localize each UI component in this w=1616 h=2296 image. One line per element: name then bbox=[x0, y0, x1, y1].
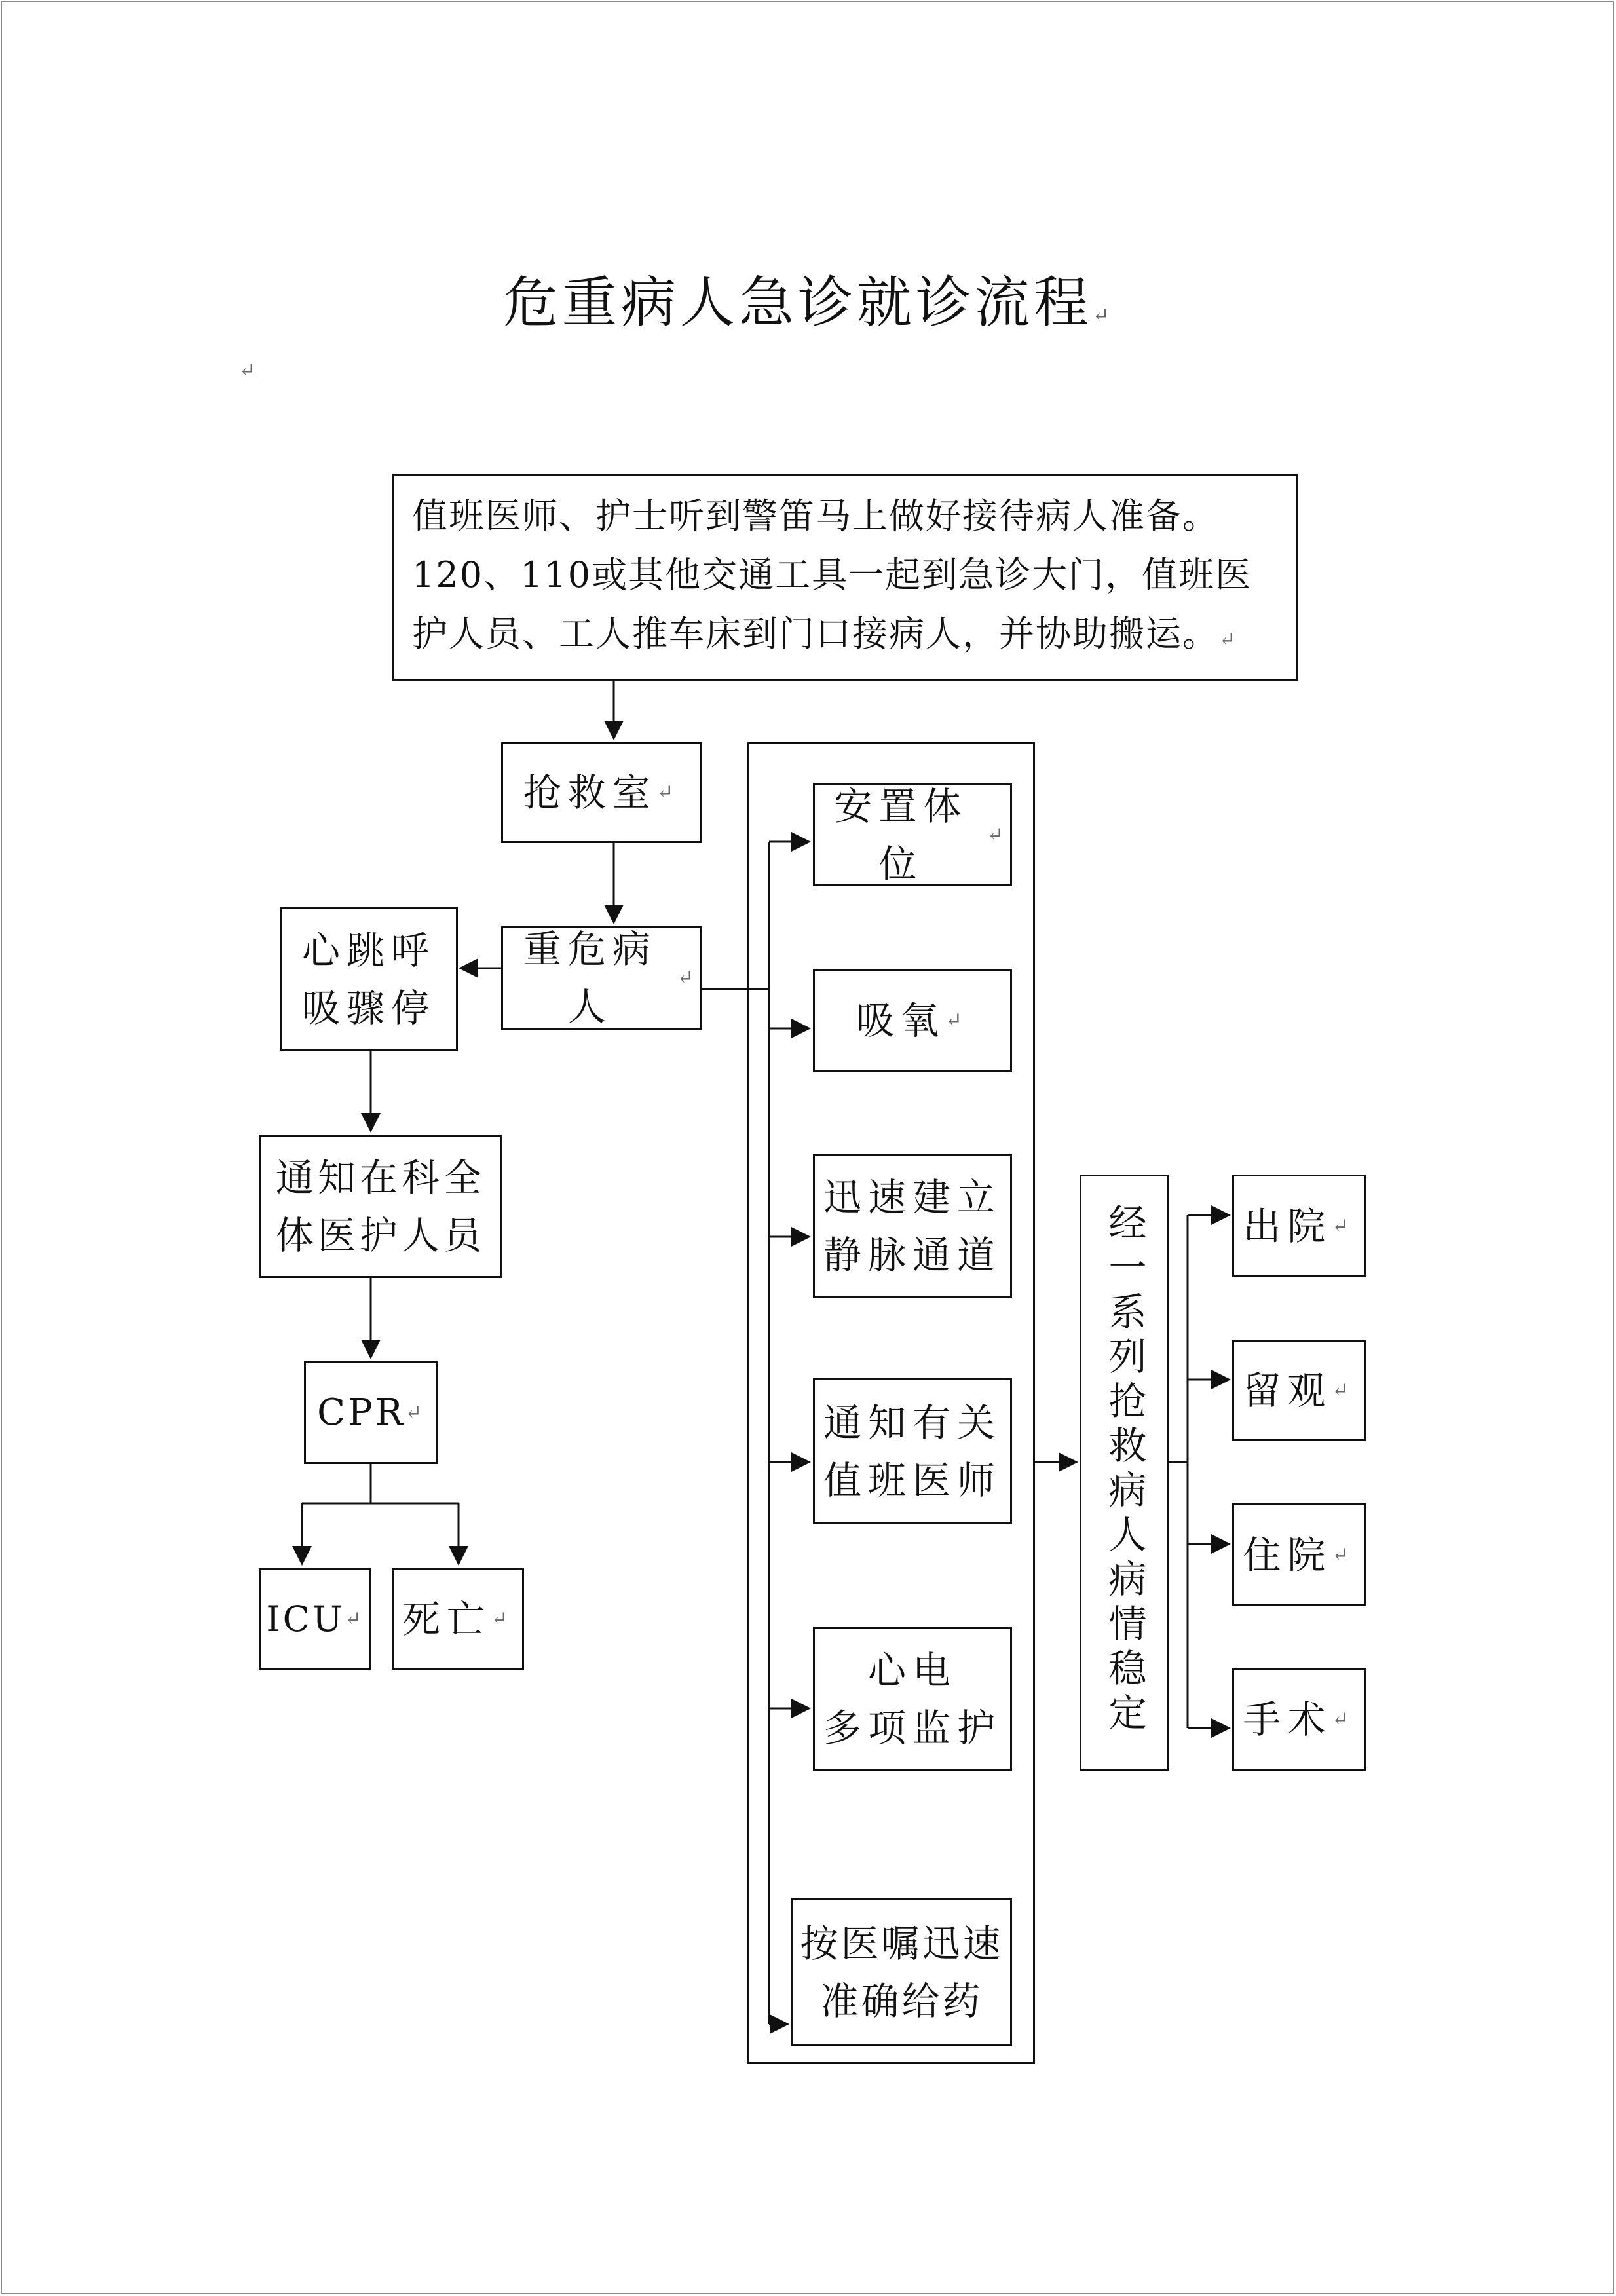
cpr-node: CPR ↵ bbox=[304, 1361, 438, 1464]
rescue-room-node: 抢救室 ↵ bbox=[501, 742, 702, 843]
observation-node: 留观 ↵ bbox=[1232, 1340, 1366, 1441]
stabilized-node: 经一系列抢救病人病情稳定 bbox=[1080, 1175, 1169, 1771]
icu-node: ICU ↵ bbox=[259, 1568, 371, 1670]
death-node: 死亡 ↵ bbox=[392, 1568, 524, 1670]
notify-all-staff-node: 通知在科全 体医护人员 bbox=[259, 1135, 502, 1278]
paragraph-mark: ↵ bbox=[1092, 304, 1114, 327]
start-node bbox=[392, 474, 1298, 681]
page-title: 危重病人急诊就诊流程↵ bbox=[502, 271, 1114, 335]
start-line-2: 120、110或其他交通工具一起到急诊大门，值班医 bbox=[412, 554, 1252, 595]
start-line-1: 值班医师、护士听到警笛马上做好接待病人准备。 bbox=[412, 495, 1219, 536]
monitoring-node: 心电 多项监护 bbox=[813, 1627, 1012, 1771]
oxygen-node: 吸氧 ↵ bbox=[813, 969, 1012, 1072]
admission-node: 住院 ↵ bbox=[1232, 1503, 1366, 1606]
discharge-node: 出院 ↵ bbox=[1232, 1175, 1366, 1277]
surgery-node: 手术 ↵ bbox=[1232, 1668, 1366, 1771]
start-line-3: 护人员、工人推车床到门口接病人，并协助搬运。↵ bbox=[412, 612, 1237, 654]
cardiac-arrest-node: 心跳呼 吸骤停 bbox=[280, 907, 458, 1051]
paragraph-mark: ↵ bbox=[239, 359, 256, 382]
medication-node: 按医嘱迅速 准确给药 bbox=[791, 1898, 1012, 2046]
critical-patient-node: 重危病人 ↵ bbox=[501, 926, 702, 1030]
iv-access-node: 迅速建立 静脉通道 bbox=[813, 1154, 1012, 1298]
position-node: 安置体位 ↵ bbox=[813, 783, 1012, 886]
notify-doctor-node: 通知有关 值班医师 bbox=[813, 1378, 1012, 1524]
